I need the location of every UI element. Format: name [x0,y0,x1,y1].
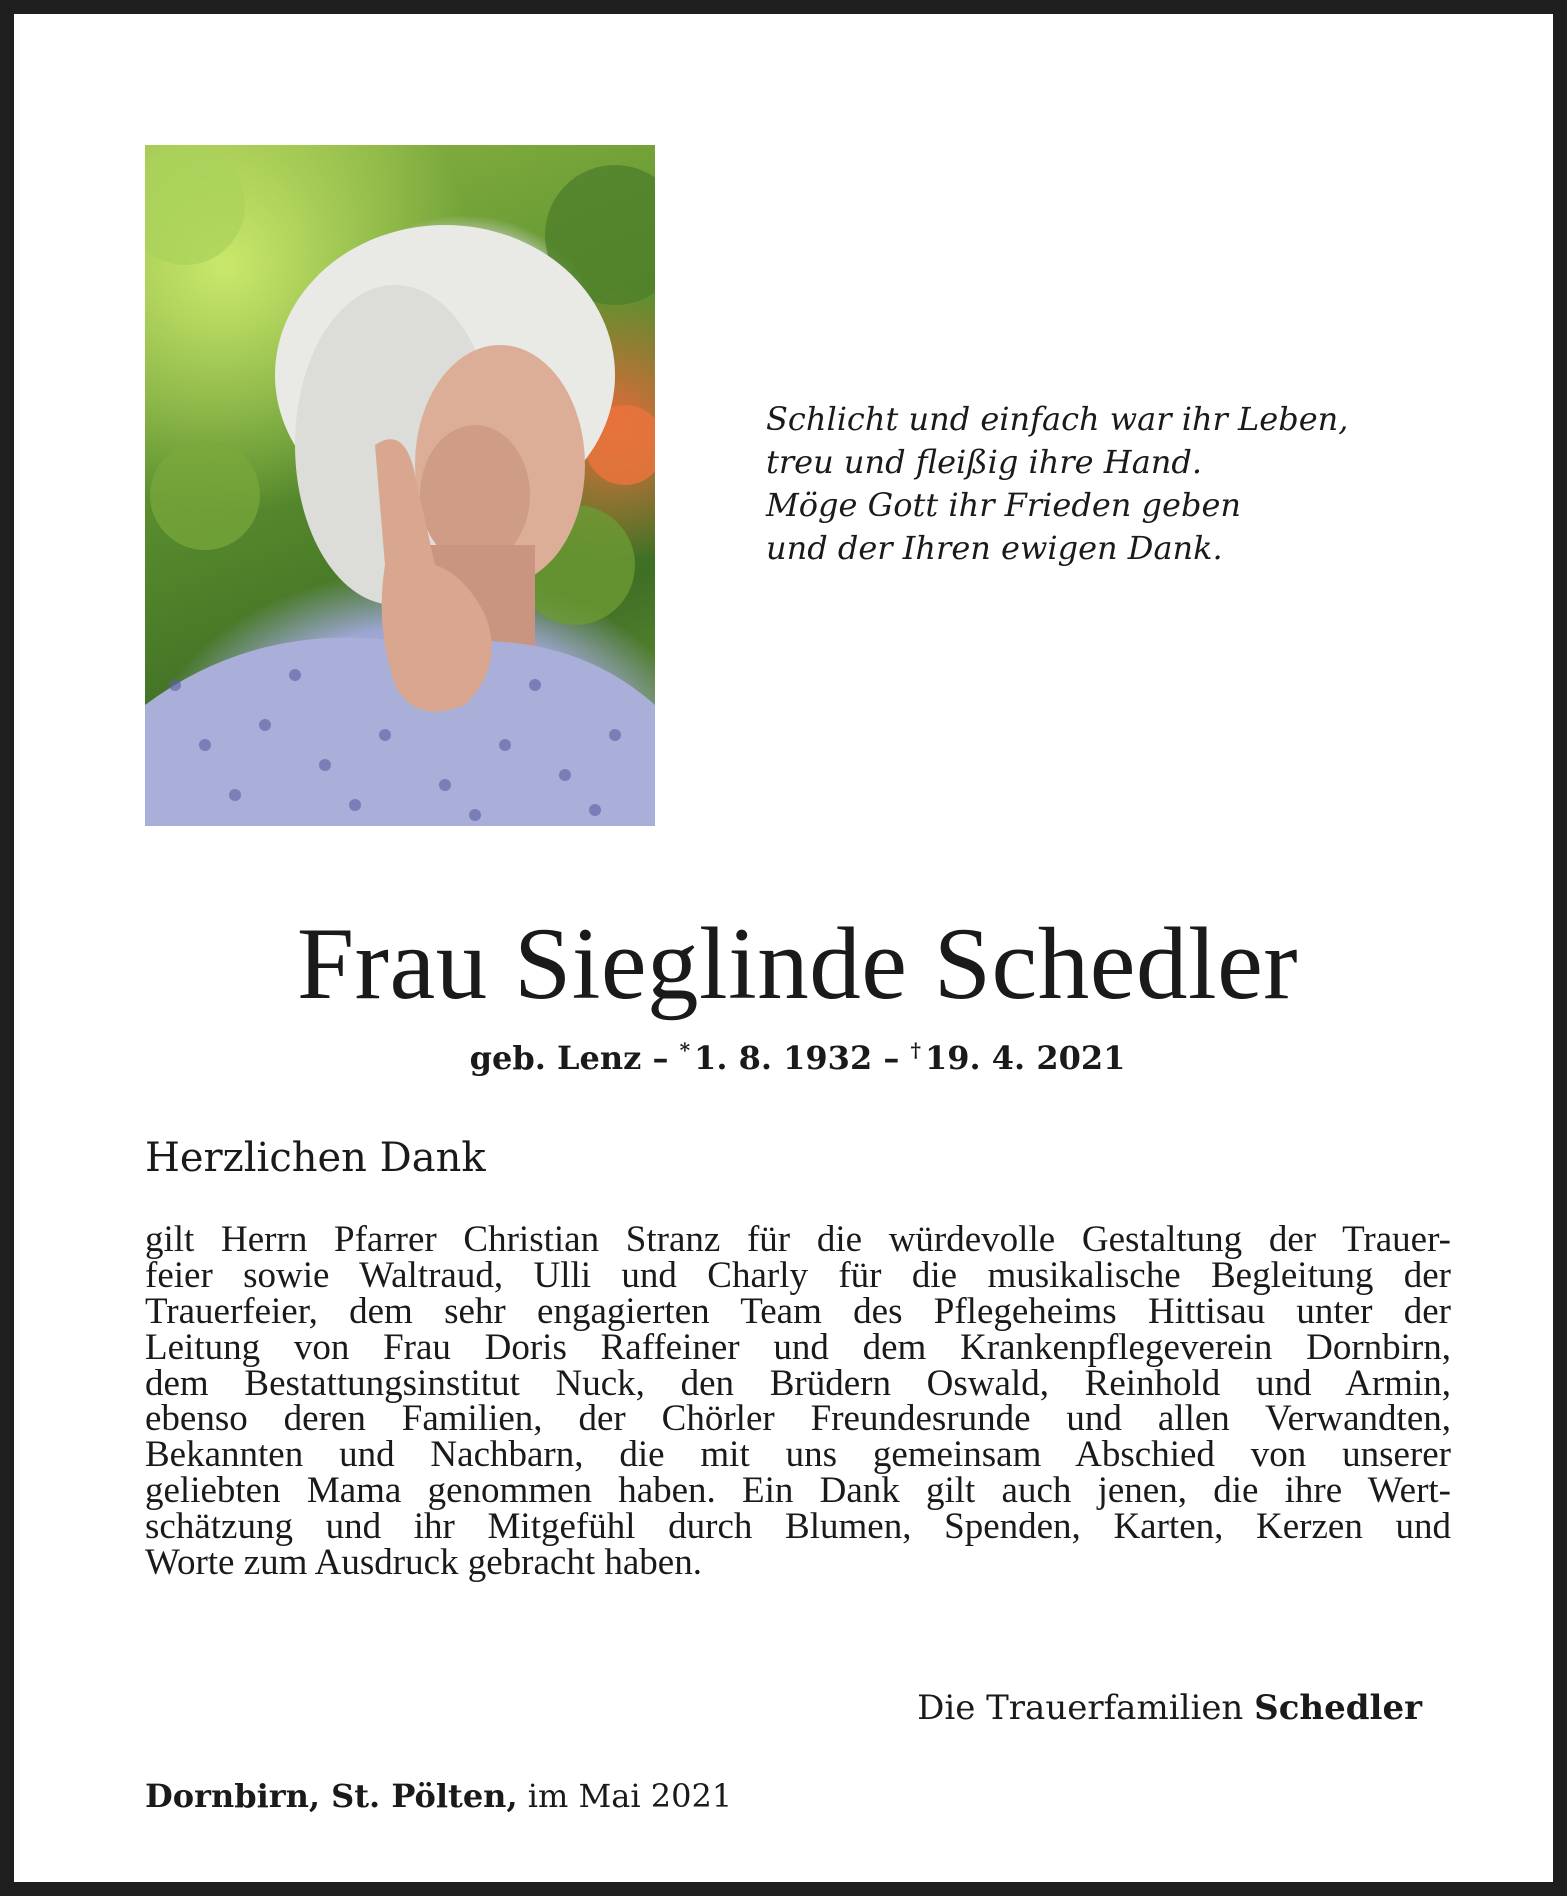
death-cross-icon: † [910,1038,921,1062]
thanks-line: Bekannten und Nachbarn, die mit uns gemeinsam Abschied von unserer [145,1434,1451,1476]
portrait-illustration [145,145,655,826]
birth-date: 1. 8. 1932 [694,1039,873,1077]
thanks-line: dem Bestattungsinstitut Nuck, den Brüdern Oswald, Reinhold und Armin, [145,1362,1451,1404]
thanks-line: schätzung und ihr Mitgefühl durch Blumen, Spenden, Karten, Kerzen und [145,1506,1451,1548]
dates-separator: – [652,1039,669,1077]
deceased-name: Frau Sieglinde Schedler [296,907,1299,1021]
birth-name: geb. Lenz [469,1039,642,1077]
birth-star-icon: * [679,1038,691,1062]
signature-prefix: Die Trauerfamilien [917,1688,1244,1728]
thanks-line: ebenso deren Familien, der Chörler Freundesrunde und allen Verwandten, [145,1398,1451,1440]
verse-line: Schlicht und einfach war ihr Leben, [766,400,1349,438]
life-dates [14,1028,1567,1080]
place-date [145,1774,732,1818]
thanks-line: Worte zum Ausdruck gebracht haben. [145,1542,702,1584]
signature [917,1686,1422,1730]
place-location: Dornbirn, St. Pölten, [145,1777,518,1815]
verse-line: Möge Gott ihr Frieden geben [766,486,1241,524]
memorial-verse [766,398,1466,570]
verse-line: treu und fleißig ihre Hand. [766,443,1203,481]
thanks-text [145,1219,1451,1584]
thanks-line: Trauerfeier, dem sehr engagierten Team des Pflegeheims Hittisau unter der [145,1290,1451,1332]
thanks-line: geliebten Mama genommen haben. Ein Dank gilt auch jenen, die ihre Wert- [145,1470,1451,1512]
death-date: 19. 4. 2021 [924,1039,1126,1077]
thanks-line: gilt Herrn Pfarrer Christian Stranz für die würdevolle Gestaltung der Trauer- [145,1219,1451,1260]
place-date-text: im Mai 2021 [527,1777,733,1815]
thanks-heading: Herzlichen Dank [145,1135,486,1181]
portrait-photo [145,145,655,826]
verse-line: und der Ihren ewigen Dank. [766,529,1223,567]
dates-separator: – [883,1039,900,1077]
thanks-line: Leitung von Frau Doris Raffeiner und dem Krankenpflegeverein Dornbirn, [145,1326,1451,1368]
signature-family: Schedler [1254,1688,1422,1728]
thanks-line: feier sowie Waltraud, Ulli und Charly für die musikalische Begleitung der [145,1254,1451,1296]
